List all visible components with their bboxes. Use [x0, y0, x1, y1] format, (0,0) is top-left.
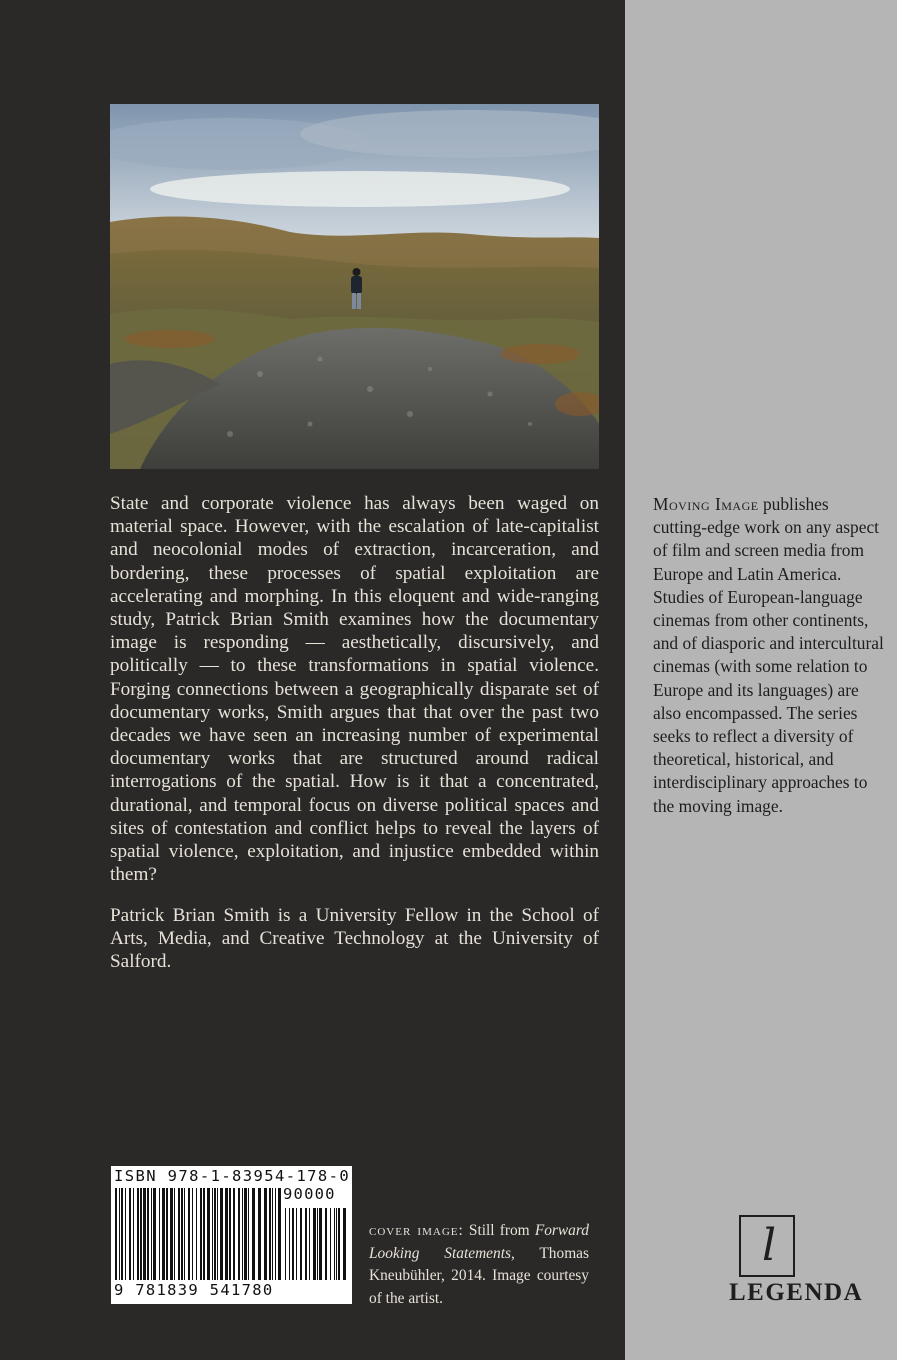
barcode-addon-bar: [319, 1208, 322, 1280]
barcode-addon-bar: [317, 1208, 318, 1280]
barcode-bar: [143, 1188, 146, 1280]
barcode-bar: [238, 1188, 240, 1280]
barcode-bar: [162, 1188, 165, 1280]
barcode-bar: [252, 1188, 255, 1280]
barcode-bar: [217, 1188, 218, 1280]
barcode-bar: [129, 1188, 131, 1280]
barcode-bar: [147, 1188, 149, 1280]
barcode-bar: [166, 1188, 168, 1280]
price-code: 90000: [283, 1185, 336, 1203]
barcode-bar: [192, 1188, 193, 1280]
barcode-addon-bar: [330, 1208, 331, 1280]
barcode-bar: [119, 1188, 120, 1280]
barcode-bar: [225, 1188, 228, 1280]
barcode-bar: [248, 1188, 249, 1280]
publisher-logo: [729, 1215, 864, 1311]
barcode-addon-bar: [309, 1208, 310, 1280]
series-name: Moving Image: [653, 494, 759, 514]
barcode-addon-bar: [336, 1208, 337, 1280]
barcode-bar: [220, 1188, 223, 1280]
barcode-bar: [244, 1188, 247, 1280]
barcode-bar: [233, 1188, 235, 1280]
barcode-bar: [121, 1188, 123, 1280]
series-body: publishes cutting-edge work on any aspect of film and screen media from Europe and Latin America. Studies of European-language cinemas from other continents, and of diasporic and intercultural cinemas (with some relation to Europe and its languages) are also encompassed. The series seeks to reflect a diversity of theoretical, historical, and interdisciplinary approaches to the moving image.: [653, 494, 884, 816]
barcode-bar: [275, 1188, 276, 1280]
barcode-addon-bar: [325, 1208, 327, 1280]
barcode-bar: [214, 1188, 216, 1280]
isbn-barcode: [111, 1166, 352, 1304]
barcode-bar: [174, 1188, 175, 1280]
barcode-bar: [258, 1188, 261, 1280]
author-bio: Patrick Brian Smith is a University Fellow in the School of Arts, Media, and Creative Technology at the University of Salford.: [110, 905, 599, 973]
barcode-bar: [178, 1188, 180, 1280]
barcode-bar: [133, 1188, 134, 1280]
barcode-addon-bar: [292, 1208, 294, 1280]
barcode-bar: [137, 1188, 139, 1280]
barcode-bar: [153, 1188, 156, 1280]
cover-photo: [110, 104, 599, 469]
barcode-bar: [125, 1188, 126, 1280]
barcode-bar: [278, 1188, 281, 1280]
barcode-bar: [272, 1188, 273, 1280]
barcode-bars: [113, 1188, 350, 1284]
barcode-bar: [181, 1188, 183, 1280]
barcode-bar: [229, 1188, 231, 1280]
barcode-addon-bar: [300, 1208, 302, 1280]
barcode-bar: [269, 1188, 271, 1280]
barcode-addon-bar: [296, 1208, 297, 1280]
cover-credit-intro: Still from: [468, 1222, 530, 1239]
barcode-digits: 9 781839 541780: [114, 1281, 274, 1299]
barcode-addon-bar: [313, 1208, 316, 1280]
barcode-bar: [196, 1188, 197, 1280]
barcode-bar: [184, 1188, 185, 1280]
barcode-bar: [200, 1188, 202, 1280]
cover-credit-rest: , Thomas Kneubühler, 2014. Image courtesy of the artist.: [369, 1244, 589, 1307]
isbn-number: ISBN 978-1-83954-178-0: [114, 1167, 351, 1185]
barcode-bar: [212, 1188, 213, 1280]
barcode-addon-bar: [334, 1208, 335, 1280]
series-description: [653, 493, 885, 818]
publisher-name: LEGENDA: [729, 1279, 864, 1306]
barcode-bar: [159, 1188, 160, 1280]
barcode-bar: [264, 1188, 267, 1280]
barcode-bar: [140, 1188, 142, 1280]
barcode-bar: [207, 1188, 210, 1280]
barcode-addon-bar: [338, 1208, 340, 1280]
barcode-bar: [151, 1188, 152, 1280]
barcode-addon-bar: [289, 1208, 290, 1280]
legenda-letter: l: [761, 1220, 777, 1271]
barcode-addon-bar: [285, 1208, 286, 1280]
barcode-bar: [242, 1188, 243, 1280]
barcode-bar: [115, 1188, 117, 1280]
barcode-addon-bar: [305, 1208, 307, 1280]
landscape-photo-icon: [110, 104, 599, 469]
barcode-bar: [170, 1188, 173, 1280]
film-title: Forward Looking Statements: [369, 1222, 589, 1262]
barcode-bar: [188, 1188, 190, 1280]
book-blurb: State and corporate violence has always been waged on material space. However, with the escalation of late-capitalist and neocolonial modes of extraction, incarceration, and bordering, these processes of spatial exploitation are accelerating and morphing. In this eloquent and wide-ranging study, Patrick Brian Smith examines how the documentary image is responding — aesthetically, discursively, and politically — to these transformations in spatial violence. Forging connections between a geographically disparate set of documentary works, Smith argues that that over the past two decades we have seen an increasing number of experimental documentary works that are structured around radical interrogations of the spatial. How is it that a concentrated, durational, and temporal focus on diverse political spaces and sites of contestation and conflict helps to reveal the layers of spatial violence, exploitation, and injustice embedded within them?: [110, 493, 599, 886]
cover-image-credit: [369, 1220, 589, 1310]
legenda-emblem-icon: [739, 1215, 795, 1277]
cover-credit-label: cover image:: [369, 1222, 464, 1239]
barcode-addon-bar: [343, 1208, 346, 1280]
barcode-bar: [203, 1188, 205, 1280]
